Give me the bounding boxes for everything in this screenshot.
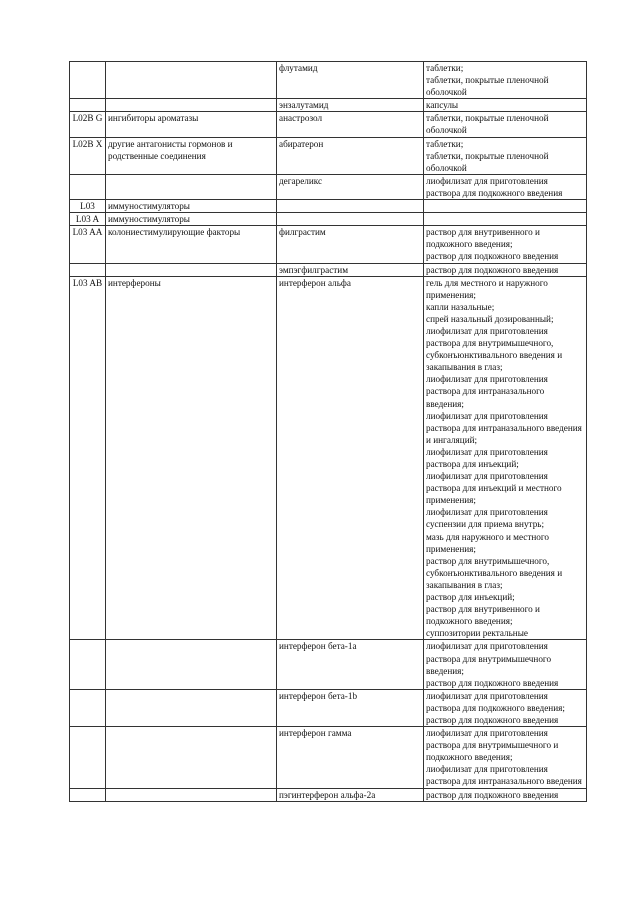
table-row <box>70 640 587 689</box>
inn-cell: интерферон бета-1b <box>277 689 424 726</box>
atc-group-cell: ингибиторы ароматазы <box>106 112 277 137</box>
inn-cell <box>277 213 424 226</box>
dosage-forms-cell: раствор для подкожного введения <box>424 263 587 276</box>
dosage-forms-cell: гель для местного и наружного применения; капли назальные; спрей назальный дозированный; лиофилизат для приготовления раствора для внутримышечного, субконъюнктивального введения и закапывания в глаз; лиофилизат для приготовления раствора для интраназального введения; лиофилизат для приготовления раствора для интраназального введения и ингаляций; лиофилизат для приготовления раствора для инъекций; лиофилизат для приготовления раствора для инъекций и местного применения; лиофилизат для приготовления суспензии для приема внутрь; мазь для наружного и местного применения; раствор для внутримышечного, субконъюнктивального введения и закапывания в глаз; раствор для инъекций; раствор для внутривенного и подкожного введения; суппозитории ректальные <box>424 276 587 640</box>
atc-code-cell <box>70 263 106 276</box>
inn-cell: интерферон альфа <box>277 276 424 640</box>
dosage-forms-cell: таблетки; таблетки, покрытые пленочной оболочкой <box>424 137 587 174</box>
dosage-forms-cell: раствор для внутривенного и подкожного введения; раствор для подкожного введения <box>424 226 587 263</box>
atc-group-cell: колониестимулирующие факторы <box>106 226 277 263</box>
table-row <box>70 213 587 226</box>
atc-code-cell <box>70 727 106 788</box>
dosage-forms-cell: раствор для подкожного введения <box>424 788 587 801</box>
dosage-forms-cell: таблетки; таблетки, покрытые пленочной оболочкой <box>424 62 587 99</box>
atc-code-cell: L03 <box>70 200 106 213</box>
dosage-forms-cell: таблетки, покрытые пленочной оболочкой <box>424 112 587 137</box>
atc-code-cell <box>70 62 106 99</box>
inn-cell: филграстим <box>277 226 424 263</box>
dosage-forms-cell: лиофилизат для приготовления раствора для подкожного введения <box>424 174 587 199</box>
atc-group-cell: иммуностимуляторы <box>106 200 277 213</box>
dosage-forms-cell: лиофилизат для приготовления раствора для подкожного введения; раствор для подкожного введения <box>424 689 587 726</box>
dosage-forms-cell <box>424 213 587 226</box>
atc-code-cell <box>70 99 106 112</box>
table-row <box>70 727 587 788</box>
atc-group-cell <box>106 62 277 99</box>
atc-group-cell <box>106 99 277 112</box>
atc-group-cell <box>106 788 277 801</box>
atc-code-cell <box>70 174 106 199</box>
table-row <box>70 200 587 213</box>
dosage-forms-cell: капсулы <box>424 99 587 112</box>
inn-cell: интерферон бета-1a <box>277 640 424 689</box>
table-row <box>70 788 587 801</box>
inn-cell: пэгинтерферон альфа-2a <box>277 788 424 801</box>
inn-cell: флутамид <box>277 62 424 99</box>
atc-code-cell: L03 AB <box>70 276 106 640</box>
dosage-forms-cell: лиофилизат для приготовления раствора для внутримышечного и подкожного введения; лиофилизат для приготовления раствора для интраназального введения <box>424 727 587 788</box>
atc-group-cell <box>106 174 277 199</box>
atc-code-cell: L03 AA <box>70 226 106 263</box>
atc-group-cell <box>106 263 277 276</box>
atc-code-cell <box>70 640 106 689</box>
atc-code-cell: L02B G <box>70 112 106 137</box>
atc-group-cell: другие антагонисты гормонов и родственные соединения <box>106 137 277 174</box>
drug-table-body <box>70 62 587 802</box>
atc-group-cell <box>106 689 277 726</box>
atc-group-cell <box>106 727 277 788</box>
atc-group-cell: интерфероны <box>106 276 277 640</box>
table-row <box>70 226 587 263</box>
atc-code-cell: L02B X <box>70 137 106 174</box>
dosage-forms-cell: лиофилизат для приготовления раствора для внутримышечного введения; раствор для подкожного введения <box>424 640 587 689</box>
table-row <box>70 263 587 276</box>
inn-cell: интерферон гамма <box>277 727 424 788</box>
table-row <box>70 174 587 199</box>
atc-group-cell <box>106 640 277 689</box>
atc-code-cell <box>70 788 106 801</box>
atc-code-cell <box>70 689 106 726</box>
table-row <box>70 112 587 137</box>
inn-cell <box>277 200 424 213</box>
inn-cell: анастрозол <box>277 112 424 137</box>
dosage-forms-cell <box>424 200 587 213</box>
inn-cell: дегареликс <box>277 174 424 199</box>
atc-group-cell: иммуностимуляторы <box>106 213 277 226</box>
inn-cell: энзалутамид <box>277 99 424 112</box>
table-row <box>70 689 587 726</box>
table-row <box>70 137 587 174</box>
table-row <box>70 99 587 112</box>
inn-cell: абиратерон <box>277 137 424 174</box>
drug-table <box>69 61 587 802</box>
inn-cell: эмпэгфилграстим <box>277 263 424 276</box>
table-row <box>70 62 587 99</box>
atc-code-cell: L03 A <box>70 213 106 226</box>
table-row <box>70 276 587 640</box>
